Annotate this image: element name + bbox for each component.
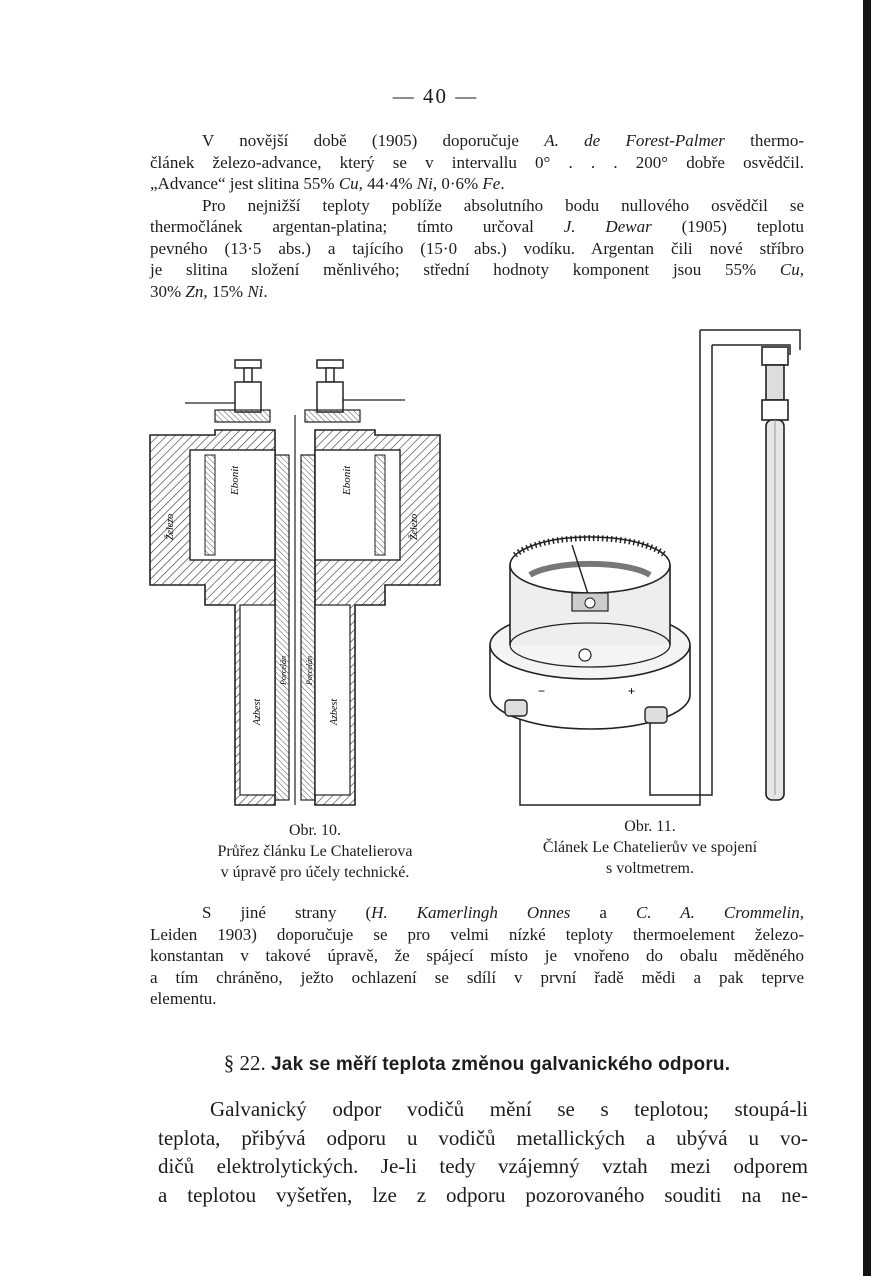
chem-symbol: Cu xyxy=(779,260,800,279)
text: . xyxy=(263,281,268,301)
terminal-minus-label: − xyxy=(538,684,546,698)
section-title: Jak se měří teplota změnou galvanického odporu. xyxy=(271,1054,731,1075)
figure-10-caption xyxy=(165,820,465,883)
p1-line-8 xyxy=(150,281,804,303)
text: , 44·4% xyxy=(358,174,417,193)
text: , 0·6% xyxy=(432,174,483,193)
caption-title: Obr. 11. xyxy=(624,818,676,835)
p1-line-4 xyxy=(150,195,804,217)
label-ebonit-right: Ebonit xyxy=(341,465,353,495)
text: , xyxy=(799,260,804,279)
caption-line: s voltmetrem. xyxy=(606,860,694,877)
page-number: — 40 — xyxy=(392,84,479,108)
text: konstantan v takové úpravě, že spájecí místo je vnořeno do obalu měděného xyxy=(150,946,804,965)
label-azbest-right: Azbest xyxy=(329,698,340,725)
text: je slitina složení měnlivého; střední hodnoty komponent jsou 55% xyxy=(150,260,780,279)
p1-line-1 xyxy=(150,130,804,152)
p1-line-7 xyxy=(150,259,804,281)
text: Leiden 1903) doporučuje se pro velmi nízké teploty thermoelement železo- xyxy=(150,924,804,944)
label-zelezo-left: Železo xyxy=(165,513,176,540)
author-name: C. A. Crommelin xyxy=(635,903,800,922)
text: elementu. xyxy=(150,989,217,1008)
section-number: § 22. xyxy=(223,1051,266,1075)
p3-line-2 xyxy=(158,1124,808,1153)
p2-line-2 xyxy=(150,924,804,946)
porcelain-tubes xyxy=(275,415,315,805)
p2-line-5 xyxy=(150,988,804,1010)
caption-title: Obr. 10. xyxy=(289,822,341,839)
chem-symbol: Fe xyxy=(482,174,501,193)
label-porcelan-left: Porcelán xyxy=(279,655,288,685)
figure-11-voltmeter-drawing xyxy=(480,325,810,810)
figure-10-cross-section-drawing xyxy=(145,355,445,810)
thermocouple-tube xyxy=(762,347,788,800)
text: thermočlánek argentan-platina; tímto určoval xyxy=(150,217,564,236)
p2-line-4 xyxy=(150,967,804,989)
text: pevného (13·5 abs.) a tajícího (15·0 abs.) vodíku. Argentan čili nové stříbro xyxy=(150,238,804,258)
text: S jiné strany ( xyxy=(202,903,372,922)
chem-symbol: Ni xyxy=(247,281,264,301)
author-name: H. Kamerlingh Onnes xyxy=(371,903,571,922)
caption-line: Článek Le Chatelierův ve spojení xyxy=(542,839,758,856)
paragraph-3 xyxy=(158,1095,808,1209)
terminal-right xyxy=(305,360,405,422)
section-heading xyxy=(150,1051,804,1076)
text: Galvanický odpor vodičů mění se s teplotou; stoupá-li xyxy=(210,1097,808,1121)
text: , 15% xyxy=(203,281,248,301)
author-name: J. Dewar xyxy=(563,217,652,236)
page-edge xyxy=(863,0,871,1276)
text: teplota, přibývá odporu u vodičů metallických a ubývá u vo- xyxy=(158,1125,808,1150)
p3-line-3 xyxy=(158,1152,808,1181)
text: Pro nejnižší teploty poblíže absolutního bodu nullového osvědčil se xyxy=(202,195,804,215)
text: a tím chráněno, ježto ochlazení se sdílí v první řadě mědi a pak teprve xyxy=(150,967,804,987)
p1-line-5 xyxy=(150,216,804,238)
author-name: A. de Forest-Palmer xyxy=(544,131,725,150)
text: článek železo-advance, který se v intervallu 0° . . . 200° dobře osvědčil. xyxy=(150,152,804,172)
chem-symbol: Zn xyxy=(185,281,204,301)
p1-line-3 xyxy=(150,173,804,195)
terminal-plus-label: + xyxy=(628,684,636,698)
chem-symbol: Ni xyxy=(416,174,433,193)
text: . xyxy=(500,174,505,193)
text: „Advance“ jest slitina 55% xyxy=(150,174,339,193)
paragraph-2 xyxy=(150,902,804,1010)
text: a xyxy=(570,903,636,922)
chem-symbol: Cu xyxy=(338,174,359,193)
p3-line-1 xyxy=(158,1095,808,1124)
p1-line-2 xyxy=(150,152,804,174)
text: dičů elektrolytických. Je-li tedy vzájemný vztah mezi odporem xyxy=(158,1154,808,1178)
text: (1905) teplotu xyxy=(651,217,804,236)
text: V novější době (1905) doporučuje xyxy=(202,131,545,150)
p2-line-1 xyxy=(150,902,804,924)
text: a teplotou vyšetřen, lze z odporu pozorovaného souditi na ne- xyxy=(158,1182,808,1207)
caption-line: Průřez článku Le Chatelierova xyxy=(217,843,413,860)
p3-line-4 xyxy=(158,1181,808,1210)
label-azbest-left: Azbest xyxy=(252,698,263,725)
label-zelezo-right: Železo xyxy=(409,513,420,540)
label-porcelan-right: Porcelán xyxy=(305,655,314,685)
p1-line-6 xyxy=(150,238,804,260)
text: , xyxy=(799,903,804,922)
p2-line-3 xyxy=(150,945,804,967)
terminal-left xyxy=(185,360,270,422)
paragraph-1 xyxy=(150,130,804,302)
text: 30% xyxy=(150,281,186,301)
caption-line: v úpravě pro účely technické. xyxy=(220,864,410,881)
label-ebonit-left: Ebonit xyxy=(229,465,241,495)
text: thermo- xyxy=(724,131,804,150)
figure-11-caption xyxy=(500,816,800,879)
